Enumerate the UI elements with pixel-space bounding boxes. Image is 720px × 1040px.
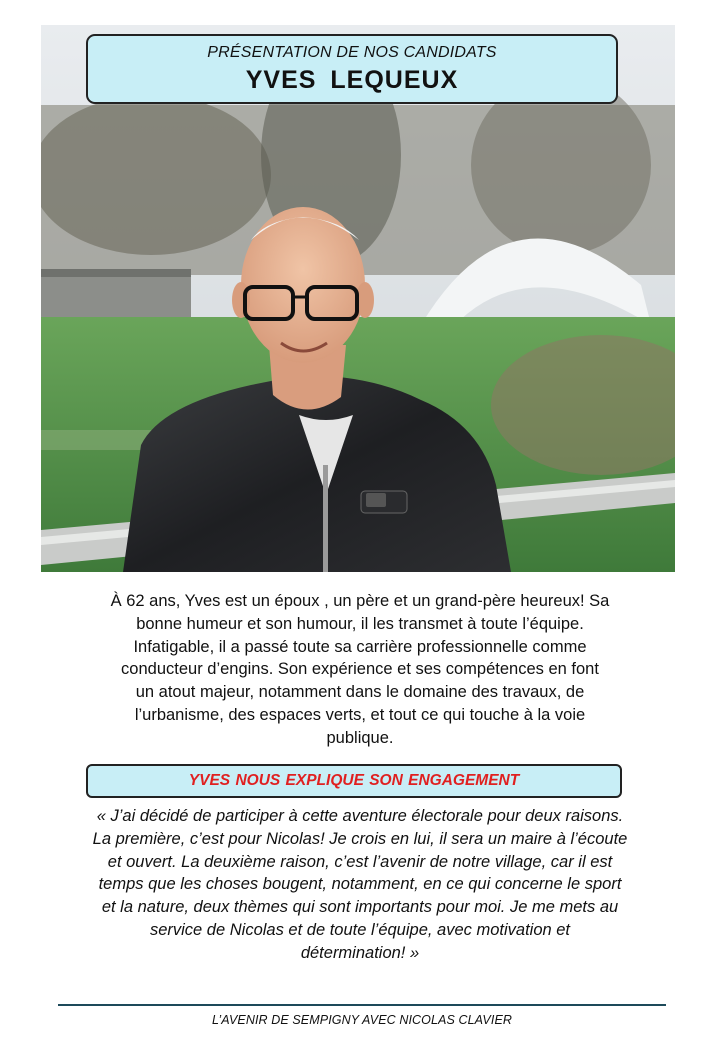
quote-line: détermination! » [300, 943, 420, 962]
candidate-photo [41, 25, 675, 572]
bio-line: l’urbanisme, des espaces verts, et tout ce qui touche à la voie [134, 705, 586, 724]
quote-line: « J’ai décidé de participer à cette aventure électorale pour deux raisons. [96, 807, 624, 825]
footer-divider [58, 1004, 666, 1006]
footer-text: L’AVENIR DE SEMPIGNY AVEC NICOLAS CLAVIER [211, 1013, 513, 1027]
quote-line: et ouvert. La deuxième raison, c’est l’avenir de notre village, car il est [107, 852, 613, 871]
bio-line: Infatigable, il a passé toute sa carrière professionnelle comme [133, 637, 587, 656]
bio-line: bonne humeur et son humour, il les transmet à toute l’équipe. [136, 614, 584, 633]
title-banner [86, 34, 618, 104]
bio-line: publique. [326, 728, 394, 747]
bio-line: un atout majeur, notamment dans le domaine des travaux, de [135, 683, 585, 702]
bio-paragraph [70, 590, 650, 750]
bio-line: conducteur d’engins. Son expérience et ses compétences en font [121, 660, 599, 679]
quote-line: et la nature, deux thèmes qui sont importants pour moi. Je me mets au [101, 898, 619, 917]
quote-paragraph [60, 805, 660, 965]
quote-line: service de Nicolas et de toute l’équipe, avec motivation et [149, 920, 571, 939]
section-subtitle: PRÉSENTATION DE NOS CANDIDATS [207, 44, 497, 61]
quote-line: temps que les choses bougent, notamment, en ce qui concerne le sport [98, 875, 622, 894]
engagement-heading: YVES NOUS EXPLIQUE SON ENGAGEMENT [86, 764, 622, 798]
candidate-name: YVES LEQUEUX [245, 66, 459, 94]
bio-line: À 62 ans, Yves est un époux , un père et un grand-père heureux! Sa [110, 592, 610, 610]
quote-line: La première, c’est pour Nicolas! Je crois en lui, il sera un maire à l’écoute [92, 829, 628, 848]
